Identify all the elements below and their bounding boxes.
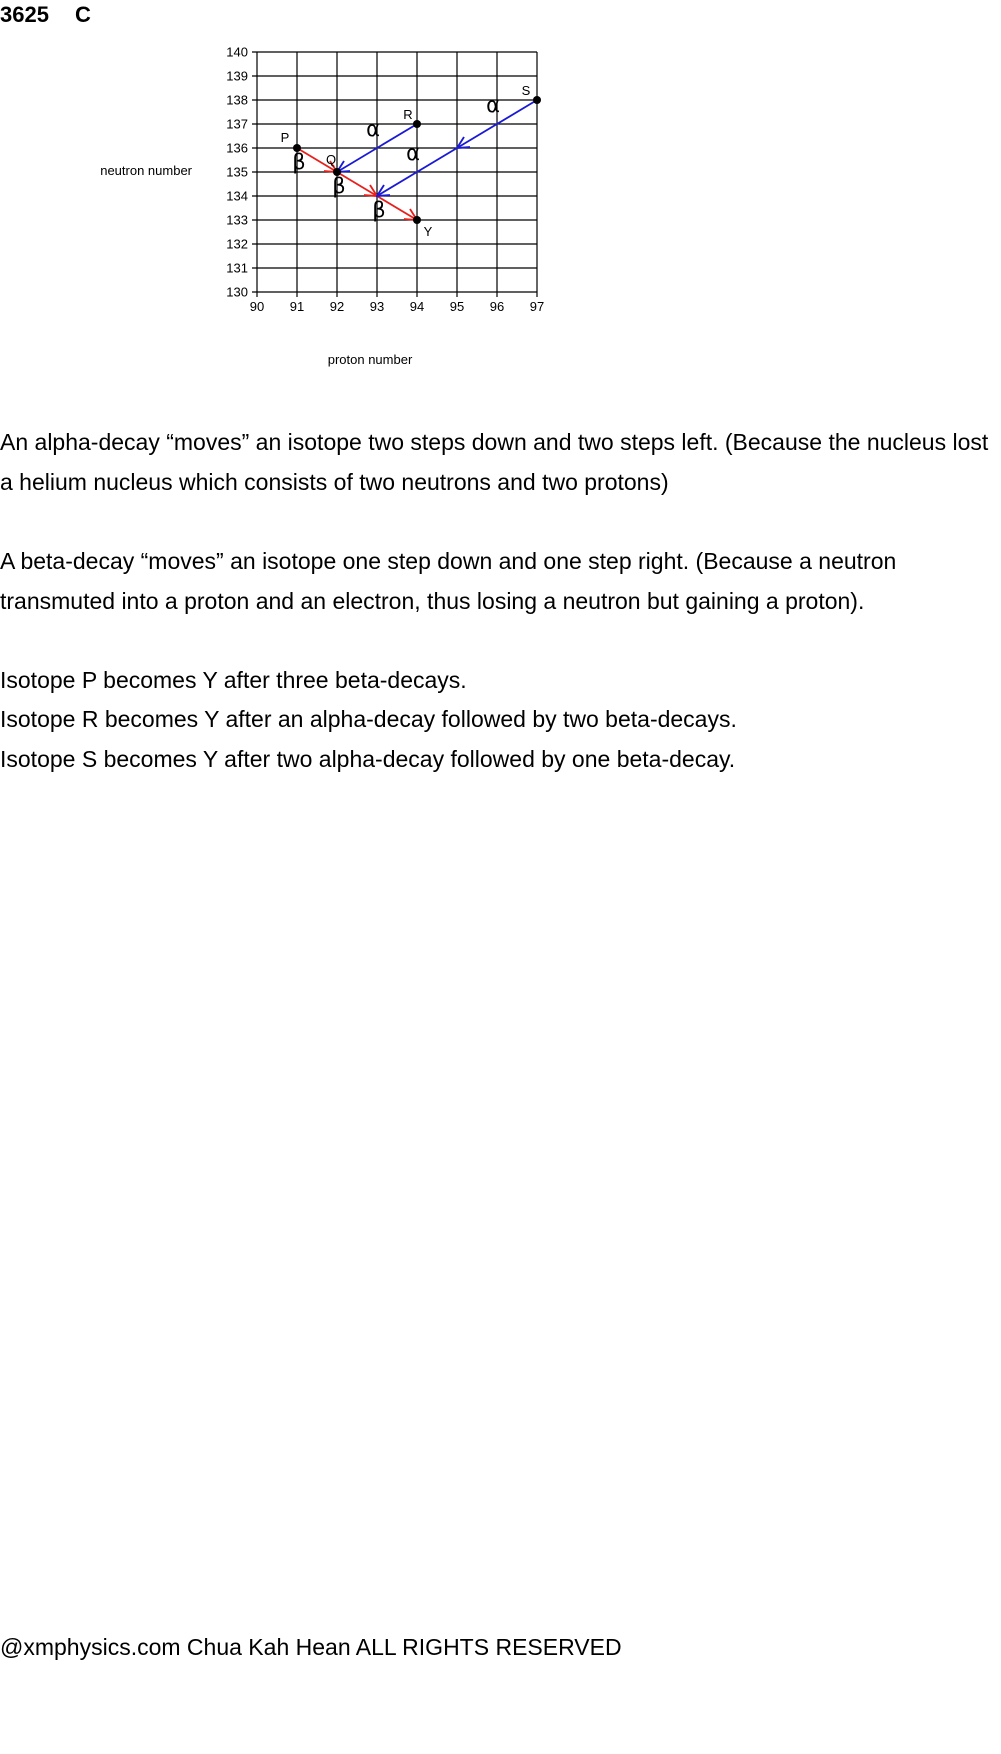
- decay-chart: [100, 40, 610, 380]
- x-tick-label-94: 94: [409, 299, 425, 314]
- y-tick-label-131: 131: [226, 260, 248, 276]
- question-number: 3625: [0, 2, 49, 27]
- isotope-label-p: P: [280, 130, 290, 145]
- y-tick-label-135: 135: [226, 164, 248, 180]
- isotope-point-r: [413, 120, 421, 128]
- y-tick-label-132: 132: [226, 236, 248, 252]
- x-tick-label-97: 97: [529, 299, 545, 314]
- y-tick-label-136: 136: [226, 140, 248, 156]
- beta-label-2: β: [372, 198, 386, 222]
- y-axis-label: neutron number: [100, 163, 192, 178]
- x-tick-label-92: 92: [329, 299, 345, 314]
- isotope-p-line: Isotope P becomes Y after three beta-decays.: [0, 667, 467, 693]
- y-tick-label-138: 138: [226, 92, 248, 108]
- beta-label-1: β: [332, 174, 346, 198]
- isotope-label-r: R: [403, 107, 413, 122]
- alpha-label-5: α: [406, 141, 420, 165]
- x-tick-label-95: 95: [449, 299, 465, 314]
- x-axis-label: proton number: [327, 352, 413, 367]
- y-tick-label-133: 133: [226, 212, 248, 228]
- y-tick-label-139: 139: [226, 68, 248, 84]
- isotope-label-s: S: [521, 83, 531, 98]
- isotope-s-line: Isotope S becomes Y after two alpha-decay followed by one beta-decay.: [0, 746, 736, 772]
- answer-letter: C: [74, 2, 91, 27]
- alpha-label-4: α: [486, 93, 500, 117]
- x-tick-label-93: 93: [369, 299, 385, 314]
- alpha-decay-paragraph: An alpha-decay “moves” an isotope two steps down and two steps left. (Because the nucleus lost a helium nucleus which consists of two neutrons and two protons): [0, 429, 989, 495]
- beta-label-0: β: [292, 150, 306, 174]
- y-tick-label-130: 130: [226, 284, 248, 300]
- y-tick-label-140: 140: [226, 44, 248, 60]
- isotope-r-line: Isotope R becomes Y after an alpha-decay followed by two beta-decays.: [0, 706, 737, 732]
- beta-decay-paragraph: A beta-decay “moves” an isotope one step down and one step right. (Because a neutron transmuted into a proton and an electron, thus losing a neutron but gaining a proton).: [0, 548, 897, 614]
- y-tick-label-137: 137: [226, 116, 248, 132]
- y-tick-label-134: 134: [226, 188, 248, 204]
- x-tick-label-90: 90: [249, 299, 265, 314]
- isotope-point-y: [413, 216, 421, 224]
- x-tick-label-91: 91: [289, 299, 305, 314]
- isotope-point-s: [533, 96, 541, 104]
- x-tick-label-96: 96: [489, 299, 505, 314]
- question-header: [0, 2, 91, 28]
- isotope-label-q: Q: [325, 152, 337, 167]
- copyright-footer: @xmphysics.com Chua Kah Hean ALL RIGHTS RESERVED: [0, 1634, 622, 1660]
- alpha-label-3: α: [366, 117, 380, 141]
- isotope-label-y: Y: [423, 224, 433, 239]
